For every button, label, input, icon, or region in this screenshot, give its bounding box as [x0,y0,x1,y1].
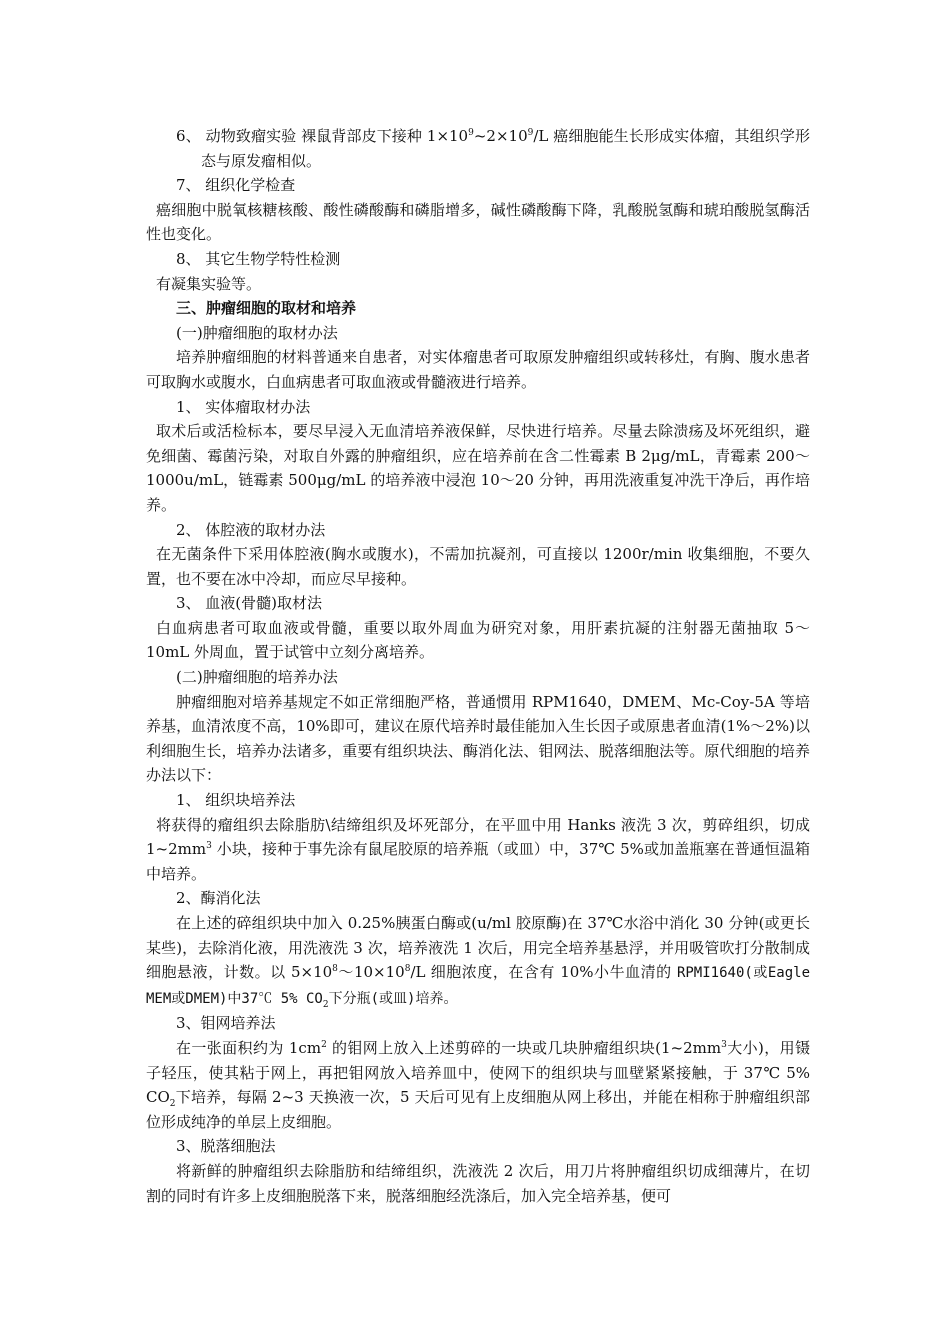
superscript: 9 [468,128,474,138]
subsection-2-heading: (二)肿瘤细胞的培养办法 [176,668,338,687]
culture-2-text-a: 在上述的碎组织块中加入 0.25%胰蛋白酶或(u/ml 胶原酶)在 37℃水浴中消化 30 分钟(或更长某些)，去除消化液，用洗液洗 3 次，培养液洗 1 次后，用完全培养基悬浮，并用吸管吹打分散制成细胞悬液，计数。以 5×10 [146,914,810,982]
superscript: 8 [332,964,338,975]
culture-1-text-b: 小块，接种于事先涂有鼠尾胶原的培养瓶（或皿）中，37℃ 5%或加盖瓶塞在普通恒温箱中培养。 [146,840,810,883]
superscript: 3 [206,841,212,852]
item-6-paragraph [146,124,810,173]
superscript: 9 [527,128,534,138]
superscript: 8 [404,964,411,975]
culture-3-heading: 3、钼网培养法 [176,1014,276,1033]
culture-3-text-d: 下培养，每隔 2~3 天换液一次，5 天后可见有上皮细胞从网上移出，并能在相称于肿瘤组织部位形成纯净的单层上皮细胞。 [146,1088,810,1131]
item-7-heading: 7、 组织化学检查 [176,176,296,195]
method-3-heading: 3、 血液(骨髓)取材法 [176,594,323,613]
item-6-text-c: /L 癌细胞能生长形成实体瘤，其组织学形态与原发瘤相似。 [201,127,810,170]
item-8-heading: 8、 其它生物学特性检测 [176,249,341,268]
item-6-text-b: ~2×10 [473,127,528,145]
method-2-heading: 2、 体腔液的取材办法 [176,520,326,539]
culture-2-text-d: RPMI1640(或Eagle MEM或DMEM)中37℃ 5% CO [146,965,810,1007]
superscript: 3 [721,1039,727,1050]
culture-2-paragraph [146,911,810,1011]
subscript: 2 [322,999,329,1010]
subscript: 2 [169,1099,176,1110]
culture-1-heading: 1、 组织块培养法 [176,791,296,810]
culture-3-paragraph [146,1036,810,1134]
culture-1-paragraph [146,813,810,887]
method-1-paragraph: 取术后或活检标本，要尽早浸入无血清培养液保鲜，尽快进行培养。尽量去除溃疡及坏死组织，避免细菌、霉菌污染，对取自外露的肿瘤组织，应在培养前在含二性霉素 B 2μg/mL，青霉素 200～1000u/mL，链霉素 500μg/mL 的培养液中浸泡 10～20 分钟，再用洗液重复冲洗干净后，再作培养。 [146,422,810,514]
subsection-2-paragraph: 肿瘤细胞对培养基规定不如正常细胞严格，普通惯用 RPM1640，DMEM、Mc-Coy-5A 等培养基，血清浓度不高，10%即可，建议在原代培养时最佳能加入生长因子或原患者血清(1%～2%)以利细胞生长，培养办法诸多，重要有组织块法、酶消化法、钼网法、脱落细胞法等。原代细胞的培养办法以下： [146,692,810,785]
item-8-paragraph: 有凝集实验等。 [156,274,262,293]
method-1-heading: 1、 实体瘤取材办法 [176,397,311,416]
culture-2-text-e: 下分瓶(或皿)培养。 [328,990,458,1007]
culture-1-text-a: 将获得的瘤组织去除脂肪\结缔组织及坏死部分，在平皿中用 Hanks 液洗 3 次，剪碎组织，切成 1~2mm [146,815,810,859]
subsection-1-paragraph: 培养肿瘤细胞的材料普通来自患者，对实体瘤患者可取原发肿瘤组织或转移灶，有胸、腹水患者可取胸水或腹水，白血病患者可取血液或骨髓液进行培养。 [146,348,810,391]
superscript: 2 [321,1039,327,1050]
item-6-text-a: 6、 动物致瘤实验 裸鼠背部皮下接种 1×10 [176,127,469,145]
section-3-heading: 三、肿瘤细胞的取材和培养 [176,299,357,318]
method-2-paragraph: 在无菌条件下采用体腔液(胸水或腹水)，不需加抗凝剂，可直接以 1200r/min 收集细胞，不要久置，也不要在冰中冷却，而应尽早接种。 [146,545,810,588]
culture-3-text-b: 的钼网上放入上述剪碎的一块或几块肿瘤组织块(1~2mm [326,1038,722,1057]
culture-2-text-b: ～10×10 [337,963,405,982]
culture-4-paragraph: 将新鲜的肿瘤组织去除脂肪和结缔组织，洗液洗 2 次后，用刀片将肿瘤组织切成细薄片，在切割的同时有许多上皮细胞脱落下来，脱落细胞经洗涤后，加入完全培养基，便可 [146,1161,810,1205]
item-7-paragraph: 癌细胞中脱氧核糖核酸、酸性磷酸酶和磷脂增多，碱性磷酸酶下降，乳酸脱氢酶和琥珀酸脱氢酶活性也变化。 [146,200,810,244]
culture-3-text-a: 在一张面积约为 1cm [176,1038,322,1057]
culture-4-heading: 3、脱落细胞法 [176,1137,276,1156]
subsection-1-heading: (一)肿瘤细胞的取材办法 [176,323,338,342]
document-body [146,124,810,1208]
culture-2-heading: 2、酶消化法 [176,889,261,908]
culture-3-text-c: 大小)，用镊子轻压，使其粘于网上，再把钼网放入培养皿中，使网下的组织块与皿壁紧紧接触，于 37℃ 5% CO [146,1038,810,1107]
method-3-paragraph: 白血病患者可取血液或骨髓，重要以取外周血为研究对象，用肝素抗凝的注射器无菌抽取 5～10mL 外周血，置于试管中立刻分离培养。 [146,618,810,662]
culture-2-text-c: /L 细胞浓度，在含有 10%小牛血清的 [410,963,677,982]
